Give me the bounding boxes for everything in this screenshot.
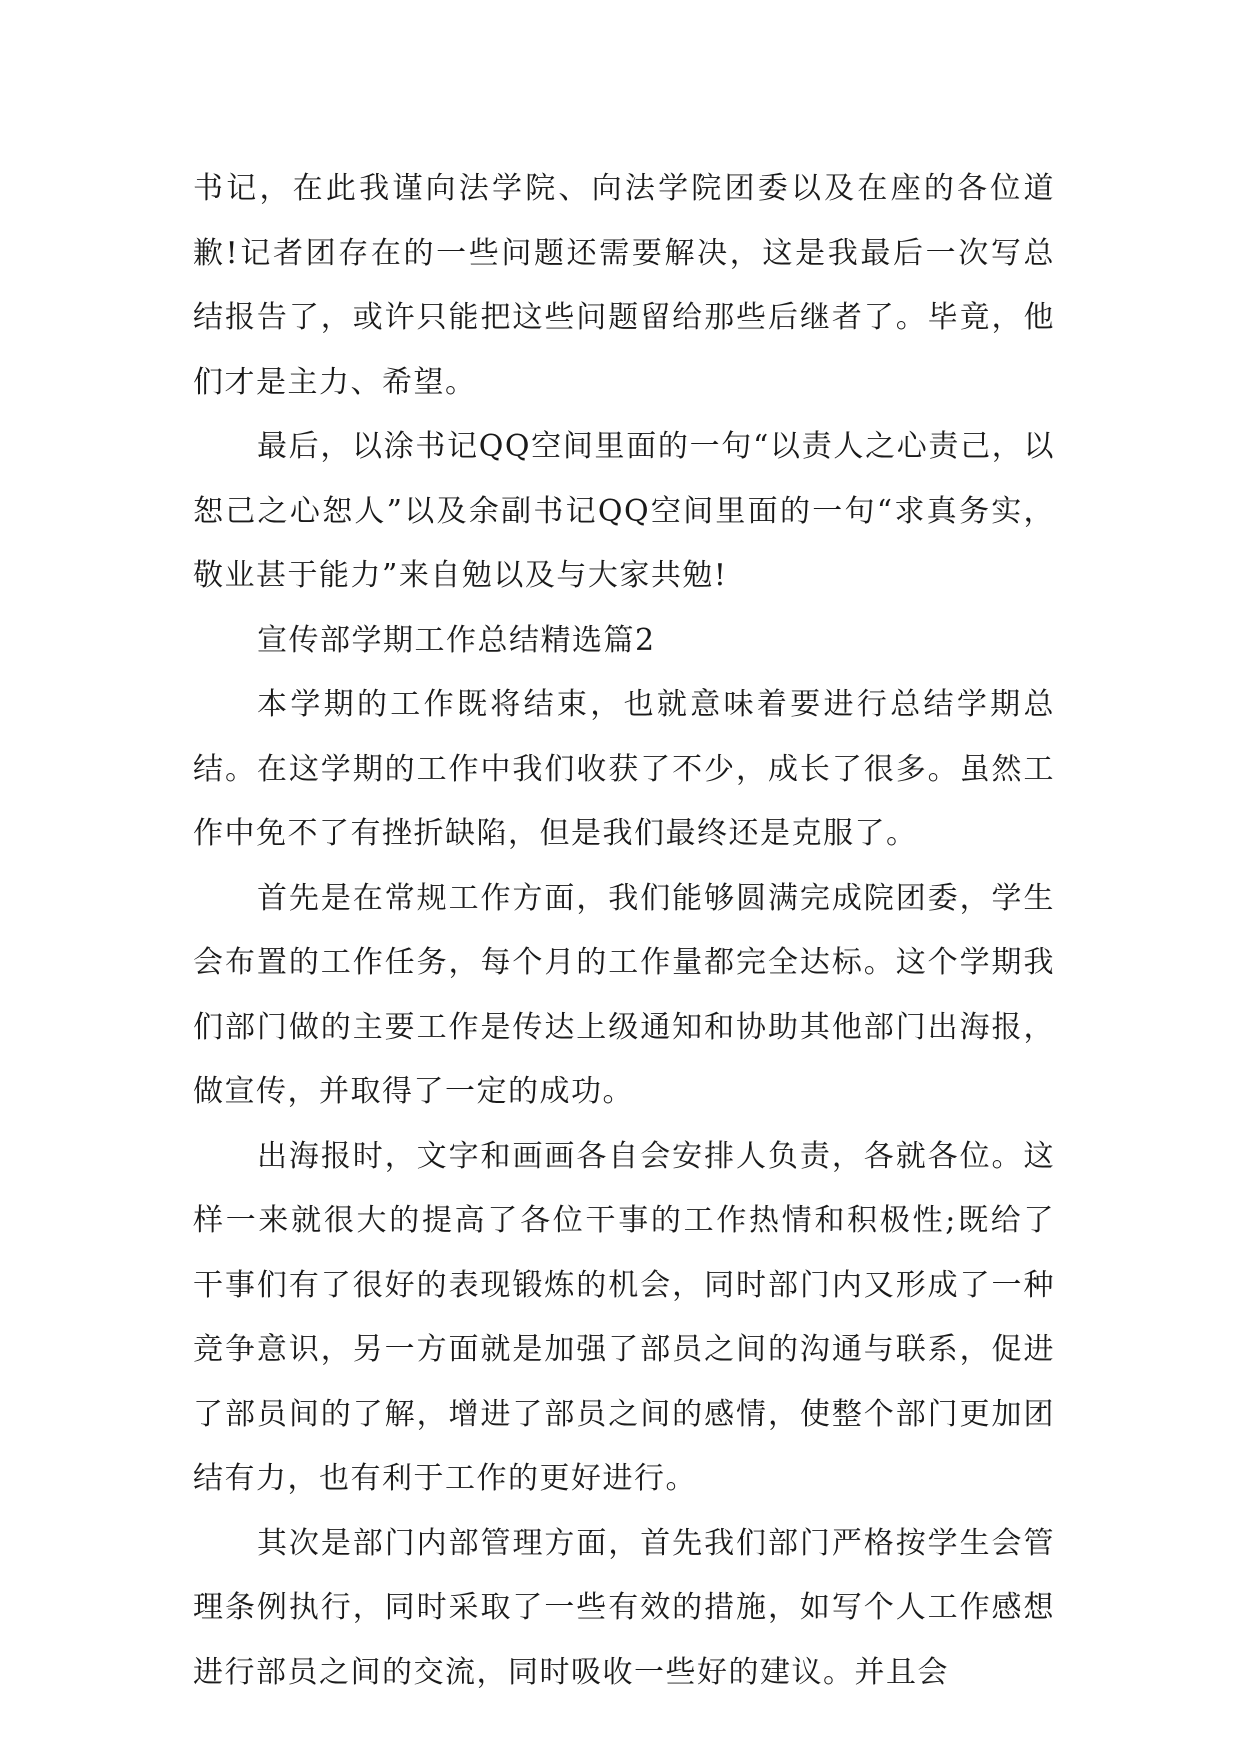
document-body bbox=[193, 157, 1055, 1705]
section-heading: 宣传部学期工作总结精选篇2 bbox=[257, 622, 656, 658]
paragraph-5: 出海报时，文字和画画各自会安排人负责，各就各位。这样一来就很大的提高了各位干事的工作热情和积极性;既给了干事们有了很好的表现锻炼的机会，同时部门内又形成了一种竞争意识，另一方面就是加强了部员之间的沟通与联系，促进了部员间的了解，增进了部员之间的感情，使整个部门更加团结有力，也有利于工作的更好进行。 bbox=[193, 1138, 1055, 1496]
paragraph-2: 最后，以涂书记QQ空间里面的一句“以责人之心责己，以恕己之心恕人”以及余副书记QQ空间里面的一句“求真务实，敬业甚于能力”来自勉以及与大家共勉! bbox=[193, 429, 1055, 593]
paragraph-3: 本学期的工作既将结束，也就意味着要进行总结学期总结。在这学期的工作中我们收获了不少，成长了很多。虽然工作中免不了有挫折缺陷，但是我们最终还是克服了。 bbox=[193, 687, 1055, 851]
paragraph-6: 其次是部门内部管理方面，首先我们部门严格按学生会管理条例执行，同时采取了一些有效的措施，如写个人工作感想进行部员之间的交流，同时吸收一些好的建议。并且会 bbox=[193, 1525, 1055, 1690]
paragraph-1: 书记，在此我谨向法学院、向法学院团委以及在座的各位道歉!记者团存在的一些问题还需要解决，这是我最后一次写总结报告了，或许只能把这些问题留给那些后继者了。毕竟，他们才是主力、希望。 bbox=[193, 171, 1055, 400]
paragraph-4: 首先是在常规工作方面，我们能够圆满完成院团委，学生会布置的工作任务，每个月的工作量都完全达标。这个学期我们部门做的主要工作是传达上级通知和协助其他部门出海报，做宣传，并取得了一定的成功。 bbox=[193, 880, 1055, 1109]
